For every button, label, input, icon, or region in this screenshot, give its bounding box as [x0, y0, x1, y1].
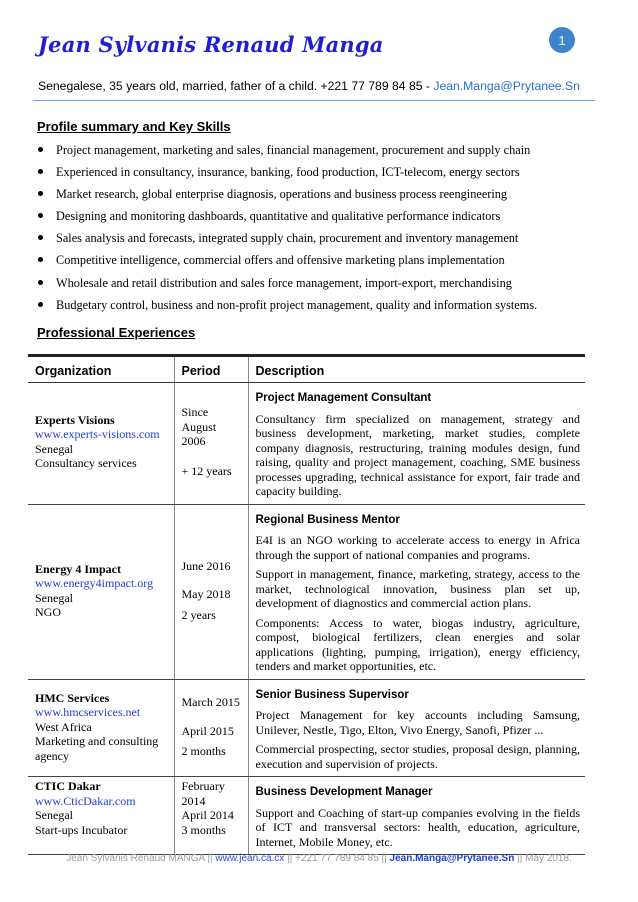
header-divider [33, 100, 595, 101]
contact-email-link[interactable]: Jean.Manga@Prytanee.Sn [433, 79, 580, 93]
period-line: August [181, 419, 217, 434]
period-cell [174, 504, 248, 679]
table-row [28, 679, 585, 777]
period-line: April 2014 [181, 808, 234, 822]
description-cell [248, 383, 585, 505]
org-name: CTIC Dakar [35, 779, 101, 793]
period-cell [174, 679, 248, 777]
candidate-name: Jean Sylvanis Renaud Manga [38, 32, 384, 57]
skill-item: Experienced in consultancy, insurance, banking, food production, ICT-telecom, energy sectors [37, 162, 597, 184]
skill-item: Wholesale and retail distribution and sales force management, import-export, merchandising [37, 273, 597, 295]
skill-item: Competitive intelligence, commercial offers and offensive marketing plans implementation [37, 250, 597, 272]
org-type: Marketing and consulting agency [35, 734, 159, 763]
description-paragraph: Support in management, finance, marketing, strategy, access to the market, technological innovation, business plan set up, development of diagnostics and commercial action plans. [255, 567, 580, 610]
footer-phone: +221 77 789 84 85 [295, 853, 379, 864]
description-paragraph: Components: Access to water, biogas industry, agriculture, compost, biological fertilizers, clean energies and solar applications (lighting, pumping, irrigation), energy efficiency, tenders and market opportunities, etc. [255, 615, 580, 673]
skill-item: Project management, marketing and sales, financial management, procurement and supply chain [37, 140, 597, 162]
footer-email-link[interactable]: Jean.Manga@Prytanee.Sn [389, 853, 515, 864]
role-title: Senior Business Supervisor [255, 688, 409, 701]
org-name: Energy 4 Impact [35, 561, 121, 576]
contact-text: Senegalese, 35 years old, married, father of a child. +221 77 789 84 85 - [38, 79, 434, 93]
profile-section-title: Profile summary and Key Skills [37, 119, 231, 134]
description-cell [248, 504, 585, 679]
footer-website-link[interactable]: www.jean.ca.cx [215, 853, 285, 864]
footer-name: Jean Sylvanis Renaud MANGA [66, 853, 205, 864]
org-country: Senegal [35, 441, 73, 456]
org-website-link[interactable]: www.CticDakar.com [35, 793, 136, 808]
org-type: Consultancy services [35, 456, 137, 470]
period-duration: 3 months [181, 822, 226, 837]
role-title: Business Development Manager [255, 786, 433, 798]
description-cell [248, 679, 585, 777]
org-country: Senegal [35, 808, 73, 822]
skill-item: Designing and monitoring dashboards, quantitative and qualitative performance indicators [37, 206, 597, 228]
table-row [28, 777, 585, 855]
period-line: March 2015 [181, 695, 240, 710]
organization-cell [28, 777, 174, 855]
column-header-description: Description [248, 356, 585, 383]
period-duration: + 12 years [181, 463, 232, 478]
period-line: 2006 [181, 434, 206, 448]
org-name: Experts Visions [35, 412, 115, 427]
period-line: June 2016 [181, 558, 231, 573]
page-number-badge: 1 [549, 27, 575, 53]
period-line: Since [181, 405, 209, 419]
org-name: HMC Services [35, 690, 110, 705]
skill-item: Budgetary control, business and non-profit project management, quality and information systems. [37, 295, 597, 317]
organization-cell [28, 383, 174, 505]
period-line: April 2015 [181, 723, 234, 738]
period-cell [174, 383, 248, 505]
org-website-link[interactable]: www.hmcservices.net [35, 705, 141, 720]
table-row [28, 504, 585, 679]
skills-list [37, 140, 597, 317]
role-title: Regional Business Mentor [255, 513, 400, 526]
organization-cell [28, 679, 174, 777]
table-row [28, 383, 585, 505]
footer-date: May 2018. [525, 853, 572, 864]
description-paragraph: E4I is an NGO working to accelerate access to energy in Africa through the support of national companies and programs. [255, 533, 580, 562]
org-type: Start-ups Incubator [35, 822, 128, 837]
period-cell [174, 777, 248, 855]
org-country: Senegal [35, 590, 73, 605]
description-paragraph: Consultancy firm specialized on management, strategy and business development, marketing, market studies, complete company diagnosis, restructuring, training modules design, fund raising, quality and project management, coaching, SME business processes upgrading, technical assistance for export, fair trade and capacity building. [255, 411, 580, 498]
footer-separator: || [204, 853, 216, 864]
description-cell [248, 777, 585, 855]
description-paragraph: Support and Coaching of start-up companies evolving in the fields of ICT and transversal sectors: health, education, agriculture, Internet, Mobile Money, etc. [255, 805, 580, 849]
period-duration: 2 years [181, 607, 216, 622]
period-duration: 2 months [181, 744, 226, 759]
period-line: February 2014 [181, 779, 225, 808]
table-header-row [28, 356, 585, 383]
period-line: May 2018 [181, 587, 231, 602]
footer-separator: || [378, 853, 390, 864]
experience-section-title: Professional Experiences [37, 325, 196, 340]
skill-item: Sales analysis and forecasts, integrated supply chain, procurement and inventory management [37, 228, 597, 250]
org-country: West Africa [35, 719, 92, 734]
description-paragraph: Commercial prospecting, sector studies, proposal design, planning, execution and supervision of projects. [255, 742, 580, 771]
contact-line [38, 79, 580, 93]
org-type: NGO [35, 605, 61, 619]
organization-cell [28, 504, 174, 679]
org-website-link[interactable]: www.energy4impact.org [35, 576, 154, 590]
role-title: Project Management Consultant [255, 392, 432, 404]
footer-separator: || [514, 853, 526, 864]
skill-item: Market research, global enterprise diagnosis, operations and business process reengineering [37, 184, 597, 206]
column-header-organization: Organization [28, 356, 174, 383]
experience-table [28, 354, 585, 855]
footer-separator: || [284, 853, 296, 864]
page-footer [0, 853, 638, 864]
description-paragraph: Project Management for key accounts including Samsung, Unilever, Nestle, Tigo, Elton, Vivo Energy, Sanofi, Pfizer ... [255, 708, 580, 737]
column-header-period: Period [174, 356, 248, 383]
org-website-link[interactable]: www.experts-visions.com [35, 427, 160, 441]
